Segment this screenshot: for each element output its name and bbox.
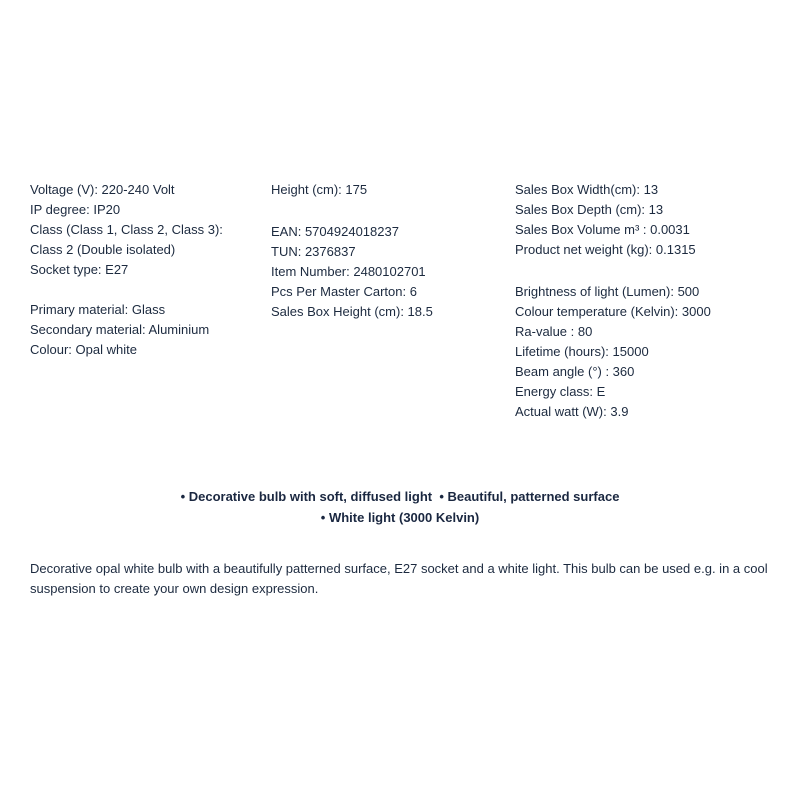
- spec-sales-box-height: Sales Box Height (cm): 18.5: [271, 304, 433, 319]
- spec-class-value: Class 2 (Double isolated): [30, 242, 176, 257]
- spec-sales-box-volume: Sales Box Volume m³ : 0.0031: [515, 222, 690, 237]
- spec-pcs-per-carton: Pcs Per Master Carton: 6: [271, 284, 417, 299]
- spec-beam-angle: Beam angle (°) : 360: [515, 364, 635, 379]
- feature-list: [0, 486, 800, 528]
- spec-column-logistics: [271, 180, 501, 322]
- spec-sales-box-depth: Sales Box Depth (cm): 13: [515, 202, 664, 217]
- feature-line-1: • Decorative bulb with soft, diffused light • Beautiful, patterned surface: [180, 489, 620, 504]
- spec-tun: TUN: 2376837: [271, 244, 356, 259]
- spec-socket-type: Socket type: E27: [30, 262, 129, 277]
- spec-class-label: Class (Class 1, Class 2, Class 3):: [30, 222, 223, 237]
- product-description: Decorative opal white bulb with a beautifully patterned surface, E27 socket and a white light. This bulb can be used e.g. in a cool suspension to create your own design expression.: [30, 561, 768, 596]
- spacer: [30, 280, 260, 300]
- spec-colour-temperature: Colour temperature (Kelvin): 3000: [515, 304, 711, 319]
- spec-colour: Colour: Opal white: [30, 342, 137, 357]
- spec-lifetime: Lifetime (hours): 15000: [515, 344, 649, 359]
- spec-column-packaging-light: [515, 180, 785, 422]
- spec-ean: EAN: 5704924018237: [271, 224, 399, 239]
- spec-voltage: Voltage (V): 220-240 Volt: [30, 182, 175, 197]
- spec-actual-watt: Actual watt (W): 3.9: [515, 404, 629, 419]
- spec-primary-material: Primary material: Glass: [30, 302, 166, 317]
- spacer: [271, 200, 501, 222]
- spec-energy-class: Energy class: E: [515, 384, 606, 399]
- spec-brightness: Brightness of light (Lumen): 500: [515, 284, 700, 299]
- spec-net-weight: Product net weight (kg): 0.1315: [515, 242, 696, 257]
- spec-secondary-material: Secondary material: Aluminium: [30, 322, 210, 337]
- spec-height: Height (cm): 175: [271, 182, 368, 197]
- spec-item-number: Item Number: 2480102701: [271, 264, 426, 279]
- spec-ip-degree: IP degree: IP20: [30, 202, 121, 217]
- spacer: [515, 260, 785, 282]
- spec-column-electrical: [30, 180, 260, 360]
- feature-line-2: • White light (3000 Kelvin): [320, 510, 480, 525]
- spec-ra-value: Ra-value : 80: [515, 324, 593, 339]
- spec-sales-box-width: Sales Box Width(cm): 13: [515, 182, 659, 197]
